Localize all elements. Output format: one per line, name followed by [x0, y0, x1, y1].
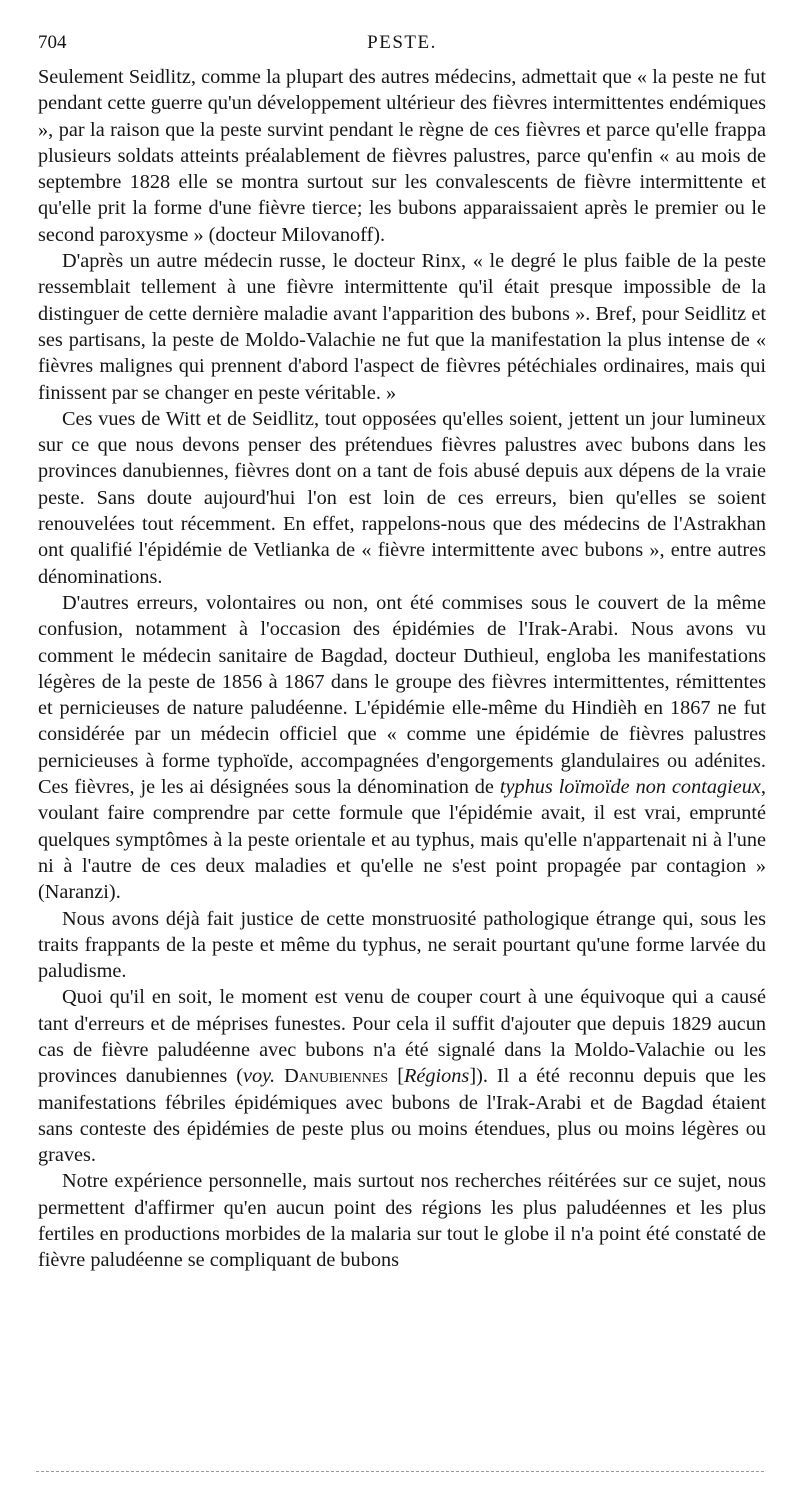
- cross-reference: Danubiennes: [284, 1065, 389, 1088]
- paragraph-1: Seulement Seidlitz, comme la plupart des autres médecins, admettait que « la peste ne fut pendant cette guerre qu'un développement ultérieur des fièvres intermittentes endémiques », par la raison que la peste survint pendant le règne de ces fièvres et parce qu'elle frappa plusieurs soldats atteints préalablement de fièvres palustres, parce qu'enfin « au mois de septembre 1828 elle se montra surtout sur les convalescents de fièvre intermittente et qu'elle prit la forme d'une fièvre tierce; les bubons apparaissaient après le premier ou le second paroxysme » (docteur Milovanoff).: [38, 66, 766, 246]
- paragraph-7: Notre expérience personnelle, mais surtout nos recherches réitérées sur ce sujet, nous permettent d'affirmer qu'en aucun point des régions les plus paludéennes et les plus fertiles en productions morbides de la malaria sur tout le globe il n'a point été constaté de fièvre paludéenne se compliquant de bubons: [38, 1170, 766, 1272]
- regions-ref: Régions: [403, 1065, 470, 1088]
- voy-abbrev: voy.: [242, 1065, 276, 1088]
- paragraph-4-tail: , voulant faire comprendre par cette formule que l'épidémie avait, il est vrai, emprunté quelques symptômes à la peste orientale et au typhus, mais qu'elle n'appartenait ni à l'une ni à l'autre de ces deux maladies et qu'elle ne s'est point propagée par contagion » (Naranzi).: [38, 776, 766, 904]
- bracket-open: [: [388, 1065, 404, 1088]
- paragraph-4-text: D'autres erreurs, volontaires ou non, ont été commises sous le couvert de la même confusion, notamment à l'occasion des épidémies de l'Irak-Arabi. Nous avons vu comment le médecin sanitaire de Bagdad, docteur Duthieul, engloba les manifestations légères de la peste de 1856 à 1867 dans le groupe des fièvres intermittentes, rémittentes et pernicieuses de nature paludéenne. L'épidémie elle-même du Hindièh en 1867 ne fut considérée par un médecin officiel que « comme une épidémie de fièvres palustres pernicieuses à forme typhoïde, accompagnées d'engorgements glandulaires ou adénites. Ces fièvres, je les ai désignées sous la dénomination de: [38, 591, 766, 799]
- page-header: [38, 30, 766, 56]
- body-text: [38, 64, 766, 1274]
- paragraph-6-text: Quoi qu'il en soit, le moment est venu de couper court à une équivoque qui a causé tant d'erreurs et de méprises funestes. Pour cela il suffit d'ajouter que depuis 1829 aucun cas de fièvre paludéenne avec bubons n'a été signalé dans la Moldo-Valachie ou les provinces danubiennes (: [38, 986, 766, 1088]
- paragraph-5: Nous avons déjà fait justice de cette monstruosité pathologique étrange qui, sous les traits frappants de la peste et même du typhus, ne serait pourtant qu'une forme larvée du paludisme.: [38, 907, 766, 983]
- italic-term: typhus loïmoïde non contagieux: [499, 776, 761, 799]
- page: [38, 30, 766, 1274]
- paragraph-4: [38, 590, 766, 906]
- paragraph-6: [38, 984, 766, 1168]
- page-number: 704: [38, 32, 67, 53]
- paragraph-2: D'après un autre médecin russe, le docteur Rinx, « le degré le plus faible de la peste ressemblait tellement à une fièvre intermittente qu'il était presque impossible de la distinguer de cette dernière maladie avant l'apparition des bubons ». Bref, pour Seidlitz et ses partisans, la peste de Moldo-Valachie ne fut que la manifestation la plus intense de « fièvres malignes qui prennent d'abord l'aspect de fièvres pétéchiales ordinaires, mais qui finissent par se changer en peste véritable. »: [38, 250, 766, 404]
- running-title: PESTE.: [367, 32, 437, 53]
- paragraph-3: Ces vues de Witt et de Seidlitz, tout opposées qu'elles soient, jettent un jour lumineux sur ce que nous devons penser des prétendues fièvres palustres avec bubons dans les provinces danubiennes, fièvres dont on a tant de fois abusé depuis aux dépens de la vraie peste. Sans doute aujourd'hui l'on est loin de ces erreurs, bien qu'elles se soient renouvelées tout récemment. En effet, rappelons-nous que des médecins de l'Astrakhan ont qualifié l'épidémie de Vetlianka de « fièvre intermittente avec bubons », entre autres dénominations.: [38, 407, 766, 588]
- footer-rule: [36, 1471, 764, 1472]
- paragraph-6-tail: ]). Il a été reconnu depuis que les manifestations fébriles épidémiques avec bubons de l'Irak-Arabi et de Bagdad étaient sans conteste des épidémies de peste plus ou moins étendues, plus ou moins légères ou graves.: [38, 1065, 767, 1167]
